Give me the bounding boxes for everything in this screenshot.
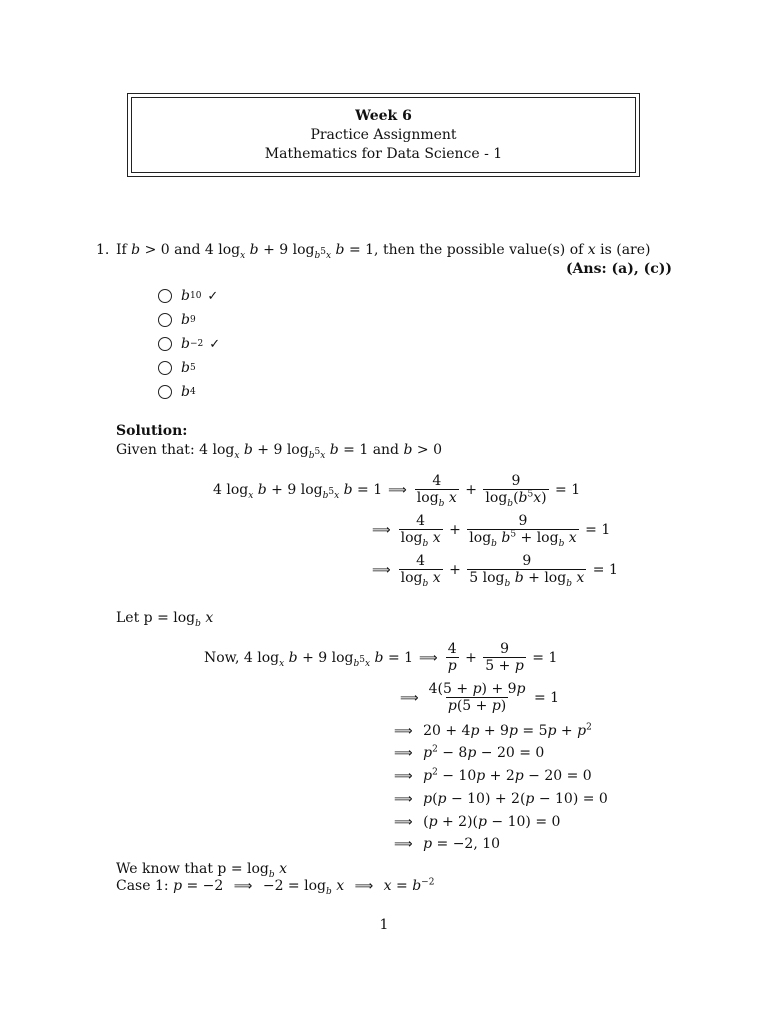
title-box-inner	[131, 97, 636, 173]
options-list	[158, 284, 220, 404]
equation-row-9: ⟹ p(p − 10) + 2(p − 10) = 0	[394, 791, 608, 807]
equation-row-3: ⟹ $\frac{4}{\log_b x}$ + $\frac{9}{5 \log_b b + \log_b x}$ = 1	[372, 553, 618, 589]
radio-button[interactable]	[158, 385, 172, 399]
question-text: If b > 0 and 4 $\log_x b + 9$ $\log_{b^5x} b = 1$, then the possible value(s) of x is (are)	[116, 242, 651, 261]
option-base: b	[181, 336, 190, 352]
case1-line: Case 1: p = −2 ⟹ $-2 = \log_b x$ ⟹ $x = b^{-2}$	[116, 877, 435, 897]
radio-button[interactable]	[158, 337, 172, 351]
let-text: Let p = log	[116, 610, 196, 626]
option-d[interactable]: b 5	[158, 356, 220, 380]
case1-label: Case 1:	[116, 878, 174, 894]
option-b[interactable]: b 9	[158, 308, 220, 332]
radio-button[interactable]	[158, 361, 172, 375]
solution-heading: Solution:	[116, 423, 188, 439]
check-icon: ✓	[209, 336, 221, 352]
option-a[interactable]: b 10 ✓	[158, 284, 220, 308]
option-e[interactable]: b 4	[158, 380, 220, 404]
answer-key: (Ans: (a), (c))	[565, 261, 672, 277]
let-line: Let $p = \log_b x$	[116, 610, 214, 629]
check-icon: ✓	[207, 288, 219, 304]
equation-row-4: Now, 4 $\log_x b + 9$ $\log_{b^5x} b = 1$ ⟹ $\frac{4}{p}$ + $\frac{9}{5 + p}$ = 1	[204, 641, 558, 674]
page-number: 1	[379, 917, 389, 933]
know-text: We know that p = log	[116, 861, 269, 877]
equation-row-7: ⟹ $p^2 - 8p - 20 = 0$	[394, 744, 545, 761]
title-box	[127, 93, 640, 177]
equation-row-10: ⟹ (p + 2)(p − 10) = 0	[394, 814, 561, 830]
equation-row-5: ⟹ $\frac{4(5 + p) + 9p}{p(5 + p)}$ = 1	[400, 681, 560, 714]
option-base: b	[181, 360, 190, 376]
equation-row-1: 4 $\log_x b + 9$ $\log_{b^5x} b = 1$ ⟹ $\frac{4}{\log_b x}$ + $\frac{9}{\log_b(b^5x)}$ = 1	[213, 473, 581, 509]
equation-row-6: ⟹ $20 + 4p + 9p = 5p + p^2$	[394, 722, 592, 739]
course-title: Mathematics for Data Science - 1	[264, 145, 503, 162]
equation-row-2: ⟹ $\frac{4}{\log_b x}$ + $\frac{9}{\log_b b^5 + \log_b x}$ = 1	[372, 513, 611, 549]
option-base: b	[181, 288, 190, 304]
know-line: We know that $p = \log_b x$	[116, 861, 287, 880]
radio-button[interactable]	[158, 313, 172, 327]
question-number: 1.	[96, 242, 110, 258]
option-c[interactable]: b −2 ✓	[158, 332, 220, 356]
equation-row-8: ⟹ $p^2 - 10p + 2p - 20 = 0$	[394, 767, 592, 784]
week-title: Week 6	[355, 107, 412, 124]
radio-button[interactable]	[158, 289, 172, 303]
option-base: b	[181, 312, 190, 328]
equation-row-11: ⟹ p = −2, 10	[394, 836, 501, 852]
option-base: b	[181, 384, 190, 400]
given-line: Given that: 4 $\log_x b + 9$ $\log_{b^5x} b = 1$ and b > 0	[116, 442, 442, 461]
assignment-subtitle: Practice Assignment	[310, 126, 457, 143]
